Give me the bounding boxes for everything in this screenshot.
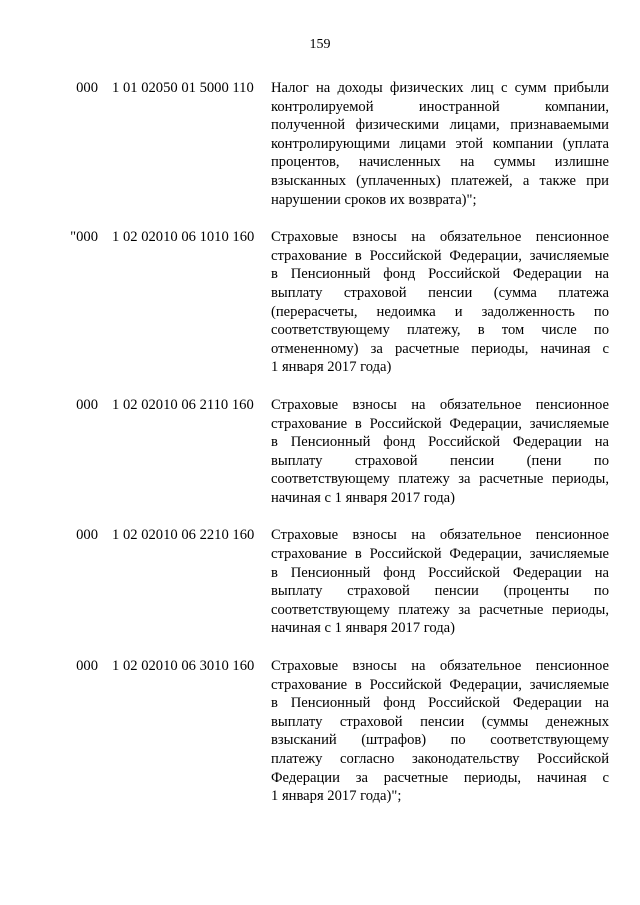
description-line: страхование в Российской Федерации, зачисляемые: [271, 415, 609, 432]
description-line: соответствующему платежу, в том числе по: [271, 322, 609, 339]
administrator-code: 000: [76, 396, 98, 413]
description-line: 1 января 2017 года): [271, 359, 392, 376]
description-line: выплату страховой пенсии (проценты по: [271, 583, 609, 600]
description-line: страхование в Российской Федерации, зачисляемые: [271, 676, 609, 693]
budget-code-list: [0, 79, 640, 825]
administrator-code: 000: [76, 527, 98, 544]
administrator-code: 000: [76, 80, 98, 96]
description-line: выплату страховой пенсии (сумма платежа: [271, 284, 609, 301]
budget-code-entry: [0, 657, 640, 806]
income-description: [271, 228, 609, 377]
description-line: начиная с 1 января 2017 года): [271, 489, 456, 506]
budget-code-entry: [0, 396, 640, 508]
description-line: взысканных (уплаченных) платежей, а также при: [271, 172, 609, 189]
page-number: 159: [309, 37, 331, 52]
budget-classification-code: 1 02 02010 06 1010 160: [112, 229, 255, 246]
budget-classification-code: 1 01 02050 01 5000 110: [112, 80, 254, 96]
description-line: Страховые взносы на обязательное пенсионное: [271, 658, 609, 675]
description-line: в Пенсионный фонд Российской Федерации на: [271, 564, 609, 581]
budget-code-entry: [0, 79, 640, 209]
description-line: выплату страховой пенсии (пени по: [271, 452, 609, 469]
description-line: в Пенсионный фонд Российской Федерации на: [271, 434, 609, 451]
budget-classification-code: 1 02 02010 06 2210 160: [112, 527, 255, 544]
budget-code-entry: [0, 526, 640, 638]
description-line: нарушении сроков их возврата)";: [271, 191, 477, 208]
description-line: взысканий (штрафов) по соответствующему: [271, 732, 609, 749]
description-line: (перерасчеты, недоимка и задолженность по: [271, 303, 609, 320]
income-description: [271, 79, 609, 209]
income-description: [271, 396, 609, 508]
description-line: контролирующими лицами этой компании (уплата: [271, 135, 609, 152]
income-description: [271, 526, 609, 638]
description-line: в Пенсионный фонд Российской Федерации на: [271, 695, 609, 712]
description-line: Страховые взносы на обязательное пенсионное: [271, 527, 609, 544]
description-line: Федерации за расчетные периоды, начиная с: [271, 769, 609, 786]
administrator-code: "000: [70, 229, 98, 246]
description-line: выплату страховой пенсии (суммы денежных: [271, 713, 609, 730]
description-line: соответствующему платежу за расчетные периоды,: [271, 601, 609, 618]
description-line: контролируемой иностранной компании,: [271, 98, 609, 115]
budget-code-entry: [0, 228, 640, 377]
description-line: 1 января 2017 года)";: [271, 788, 402, 805]
income-description: [271, 657, 609, 806]
description-line: в Пенсионный фонд Российской Федерации на: [271, 266, 609, 283]
description-line: Страховые взносы на обязательное пенсионное: [271, 229, 609, 246]
budget-classification-code: 1 02 02010 06 2110 160: [112, 396, 254, 413]
description-line: страхование в Российской Федерации, зачисляемые: [271, 247, 609, 264]
description-line: отмененному) за расчетные периоды, начиная с: [271, 340, 609, 357]
description-line: процентов, начисленных на суммы излишне: [271, 154, 609, 171]
budget-classification-code: 1 02 02010 06 3010 160: [112, 658, 255, 675]
description-line: Налог на доходы физических лиц с сумм прибыли: [271, 80, 609, 96]
administrator-code: 000: [76, 658, 98, 675]
description-line: платежу согласно законодательству Российской: [271, 751, 609, 767]
description-line: соответствующему платежу за расчетные периоды,: [271, 471, 609, 488]
description-line: Страховые взносы на обязательное пенсионное: [271, 396, 609, 413]
description-line: полученной физическими лицами, признаваемыми: [271, 117, 609, 134]
description-line: страхование в Российской Федерации, зачисляемые: [271, 546, 609, 563]
description-line: начиная с 1 января 2017 года): [271, 620, 456, 637]
